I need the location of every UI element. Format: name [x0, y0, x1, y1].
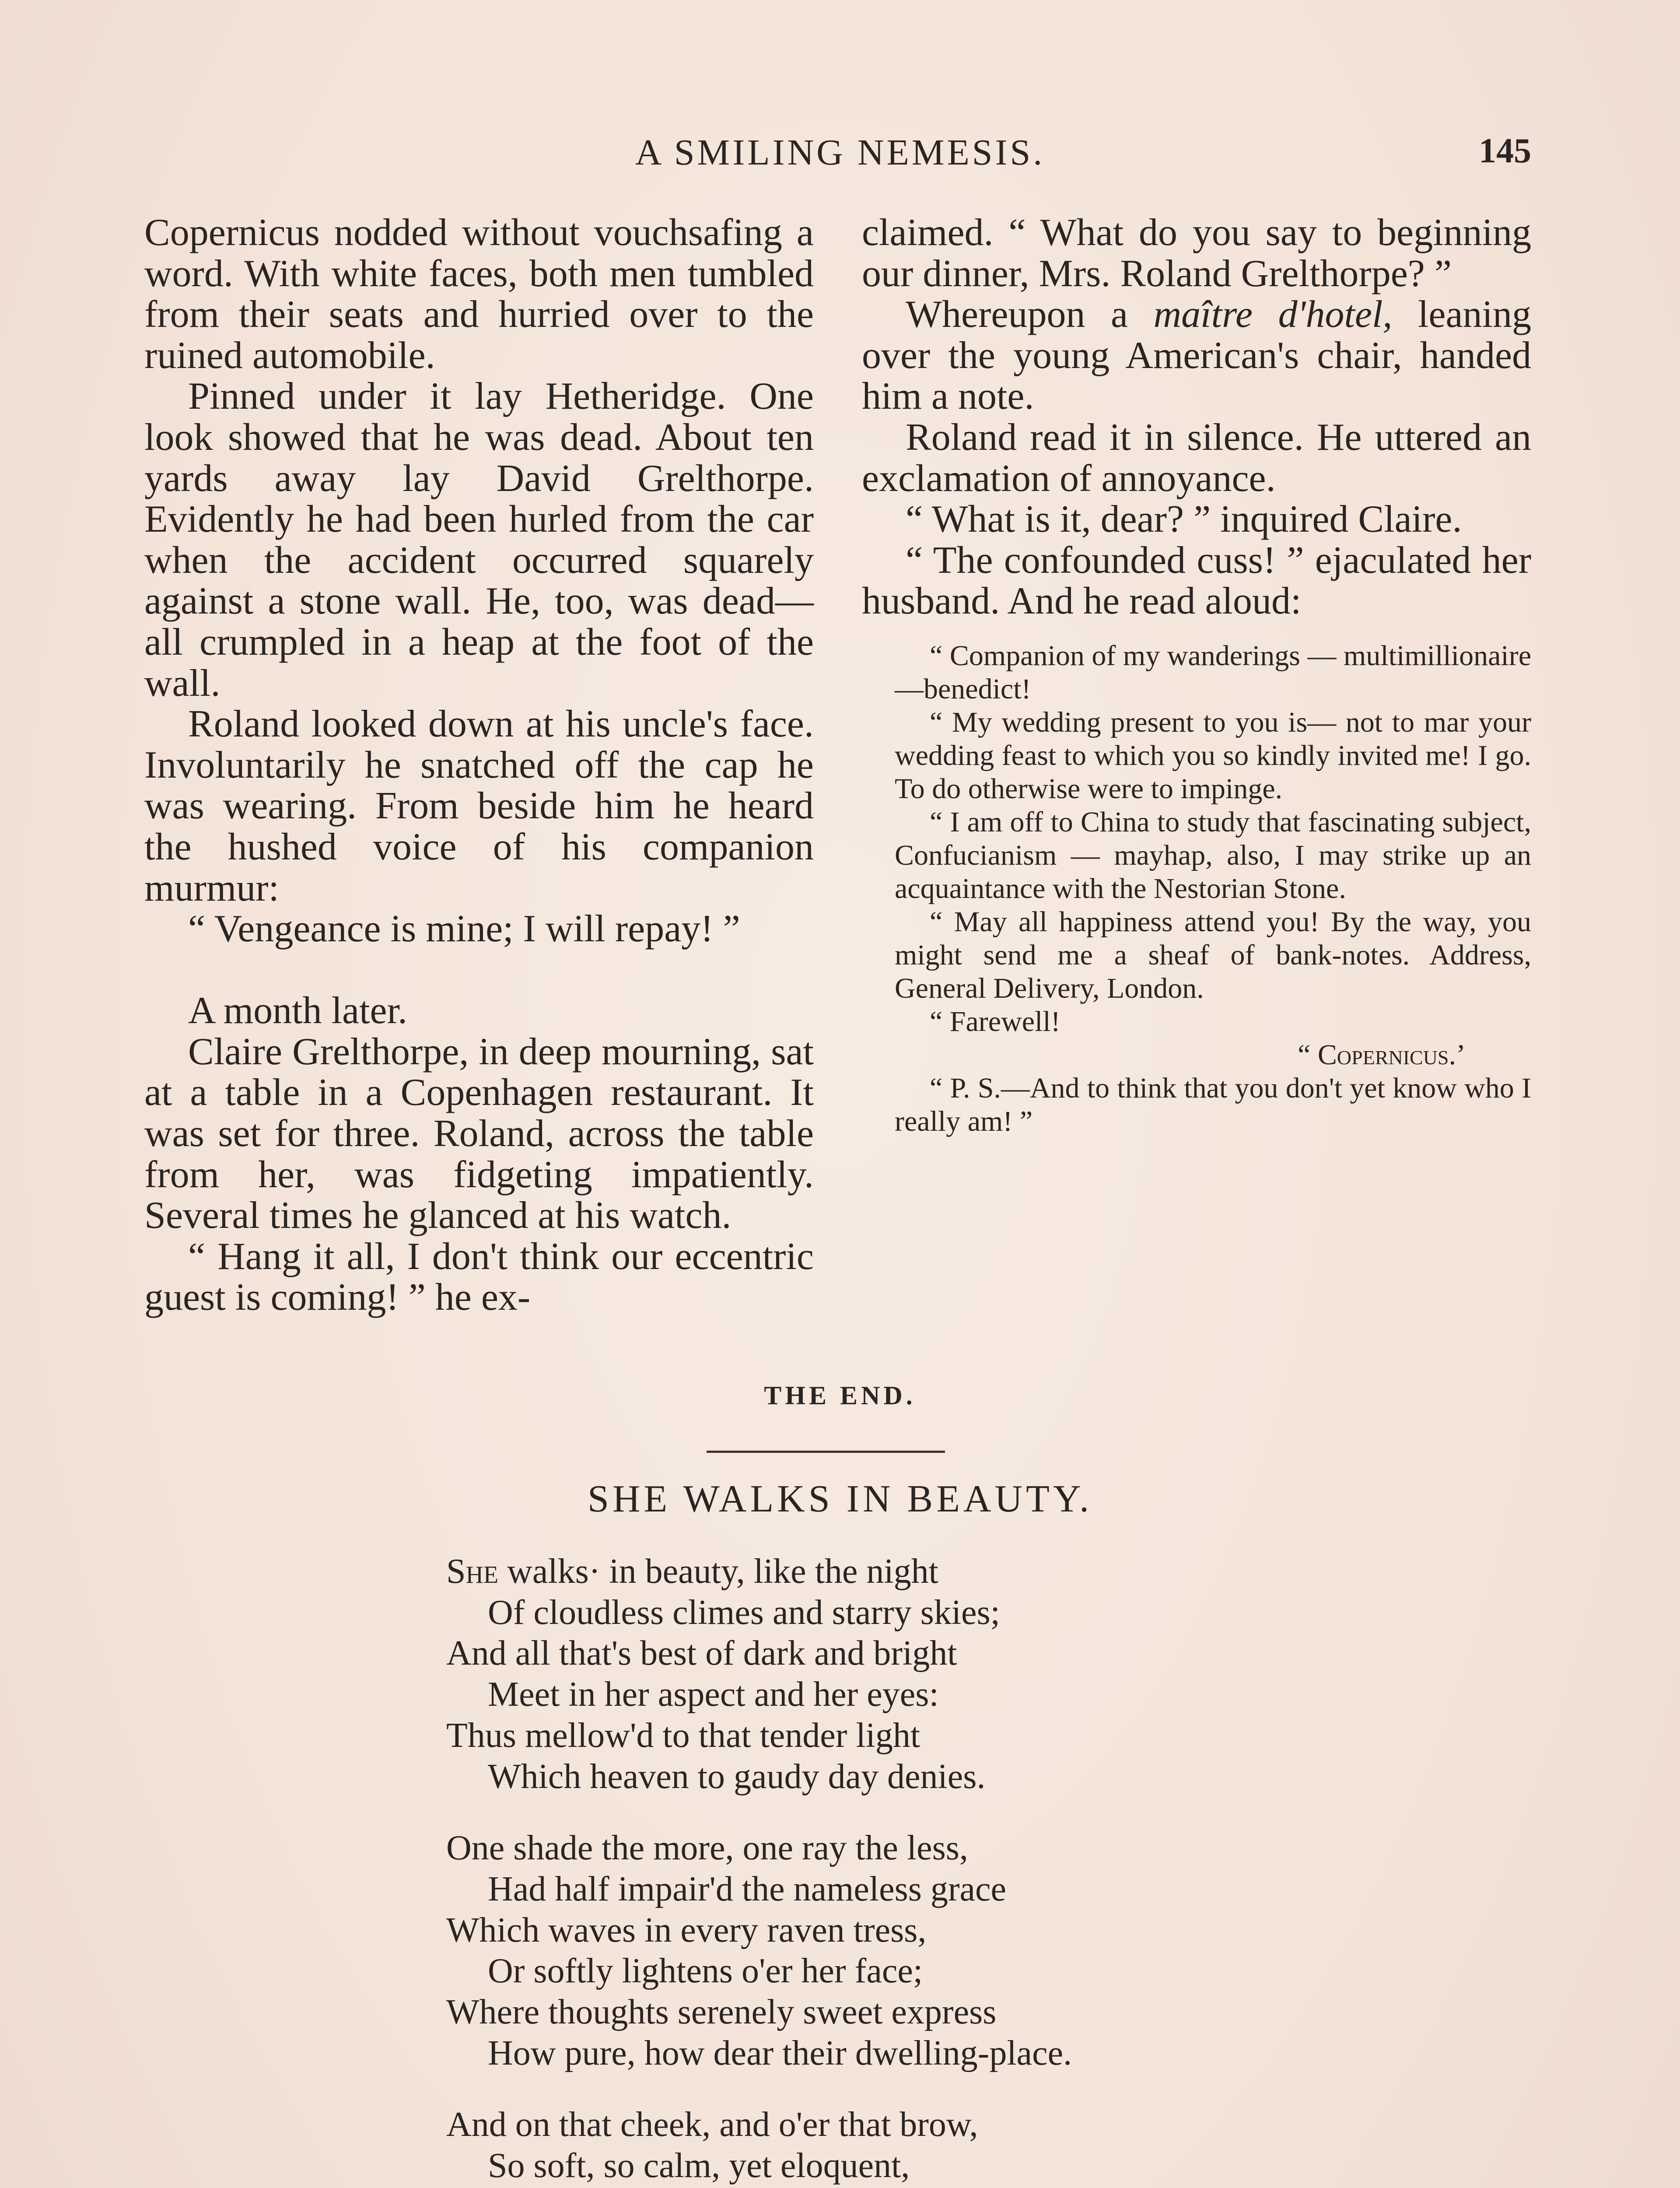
letter-paragraph: “ Farewell! [930, 1005, 1060, 1038]
poem-line [446, 1551, 1409, 1592]
stanza-break [446, 1797, 1409, 1828]
poem-line: Where thoughts serenely sweet express [446, 1993, 997, 2032]
letter-signature: “ Copernicus.’ [1298, 1038, 1466, 1071]
letter-paragraph: “ I am off to China to study that fascinating subject, Confucianism — mayhap, also, I may strike up an acquaintance with the Nestorian Stone. [895, 806, 1531, 905]
poem-body [446, 1551, 1409, 2188]
paragraph: Roland looked down at his uncle's face. Involuntarily he snatched off the cap he was wearing. From beside him he heard the hushed voice of his companion murmur: [144, 703, 814, 909]
section-break [144, 950, 814, 991]
poem-title: SHE WALKS IN BEAUTY. [587, 1478, 1093, 1520]
the-end-label: THE END. [764, 1381, 916, 1410]
poem-line: Thus mellow'd to that tender light [446, 1716, 920, 1755]
text-run: Whereupon a [906, 293, 1154, 336]
paragraph: Pinned under it lay Hetheridge. One look showed that he was dead. About ten yards away lay David Grelthorpe. Evidently he had been hurled from the car when the accident occurred squarely against a stone wall. He, too, was dead—all crumpled in a heap at the foot of the wall. [144, 375, 814, 705]
paragraph [862, 294, 1531, 417]
letter-paragraph: “ My wedding present to you is— not to mar your wedding feast to which you so kindly invited me! I go. To do otherwise were to impinge. [895, 706, 1531, 805]
paragraph: claimed. “ What do you say to beginning our dinner, Mrs. Roland Grelthorpe? ” [862, 211, 1531, 295]
letter-postscript: “ P. S.—And to think that you don't yet know who I really am! ” [895, 1072, 1531, 1137]
running-title: A SMILING NEMESIS. [635, 132, 1045, 173]
paragraph: Copernicus nodded without vouchsafing a word. With white faces, both men tumbled from their seats and hurried over to the ruined automobile. [144, 211, 814, 377]
poem-line: Had half impair'd the nameless grace [488, 1869, 1007, 1908]
poem-line-text: walks· in beauty, like the night [498, 1552, 938, 1591]
poem-line: Of cloudless climes and starry skies; [488, 1593, 1000, 1632]
paragraph: “ What is it, dear? ” inquired Claire. [906, 498, 1462, 541]
poem-line: And all that's best of dark and bright [446, 1634, 957, 1673]
poem-line: Which heaven to gaudy day denies. [488, 1757, 986, 1796]
drop-word: She [446, 1552, 499, 1591]
paragraph: Roland read it in silence. He uttered an exclamation of annoyance. [862, 416, 1531, 500]
poem-line: Which waves in every raven tress, [446, 1911, 927, 1950]
poem-line: So soft, so calm, yet eloquent, [488, 2146, 910, 2185]
poem-line: Or softly lightens o'er her face; [488, 1952, 923, 1991]
paragraph: “ Hang it all, I don't think our eccentric guest is coming! ” he ex- [144, 1235, 814, 1319]
italic-term: maître d'hotel, [1153, 293, 1393, 336]
poem-line: Meet in her aspect and her eyes: [488, 1675, 939, 1714]
poem-line: And on that cheek, and o'er that brow, [446, 2105, 978, 2144]
paragraph: A month later. [188, 989, 408, 1032]
letter-paragraph: “ Companion of my wanderings — multimillionaire—benedict! [895, 639, 1531, 705]
divider-rule [707, 1451, 945, 1453]
page-number: 145 [1479, 132, 1531, 170]
left-column [144, 212, 814, 1318]
stanza-break [446, 2074, 1409, 2104]
poem-line: One shade the more, one ray the less, [446, 1829, 968, 1868]
paragraph: “ The confounded cuss! ” ejaculated her husband. And he read aloud: [862, 539, 1531, 623]
poem-line: How pure, how dear their dwelling-place. [488, 2034, 1072, 2072]
letter-block [895, 639, 1531, 1138]
quotation: “ Vengeance is mine; I will repay! ” [188, 908, 740, 950]
paragraph: Claire Grelthorpe, in deep mourning, sat at a table in a Copenhagen restaurant. It was set for three. Roland, across the table from her, was fidgeting impatiently. Several times he glanced at his watch. [144, 1030, 814, 1237]
right-column [862, 212, 1531, 1138]
letter-paragraph: “ May all happiness attend you! By the way, you might send me a sheaf of bank-notes. Address, General Delivery, London. [895, 905, 1531, 1004]
text-run: leaning over the young American's chair, handed him a note. [862, 293, 1531, 418]
